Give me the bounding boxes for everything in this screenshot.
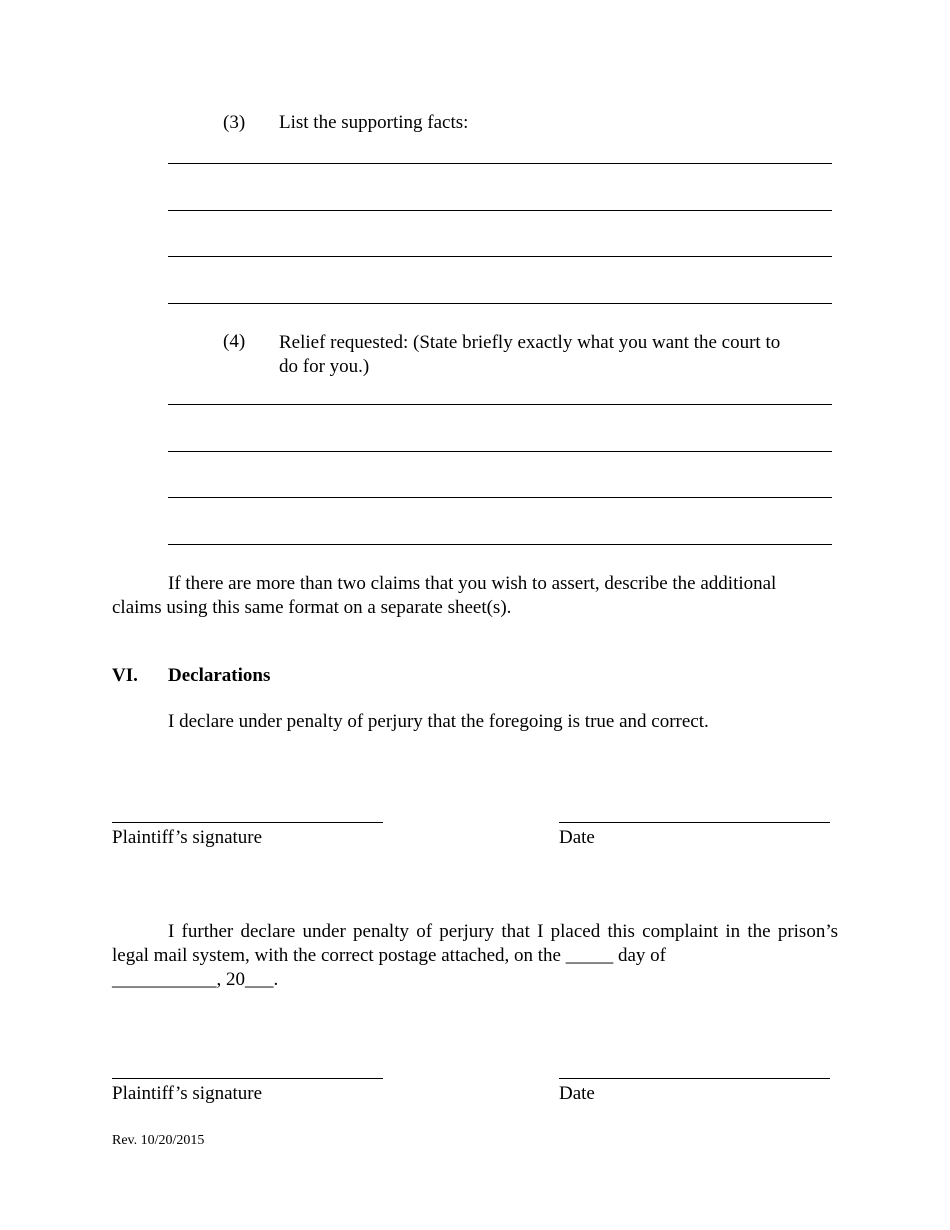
declaration-2-line-3: ___________, 20___. [112,969,279,990]
section-6-number: VI. [112,665,138,686]
item-3-number: (3) [223,112,246,133]
item-4-number: (4) [223,331,246,352]
declaration-2-paragraph [112,920,838,992]
date-line-2[interactable] [559,1078,830,1079]
declaration-1-text: I declare under penalty of perjury that the foregoing is true and correct. [168,711,709,732]
revision-footer: Rev. 10/20/2015 [112,1133,205,1148]
additional-claims-line-2: claims using this same format on a separate sheet(s). [112,597,512,618]
declaration-2-line-2: prison’s legal mail system, with the correct postage attached, on the _____ day of [112,921,838,966]
date-label-2: Date [559,1083,595,1104]
supporting-facts-line-3[interactable] [168,256,832,257]
supporting-facts-line-1[interactable] [168,163,832,164]
item-4-label [279,331,838,379]
additional-claims-paragraph [112,572,838,620]
date-line-1[interactable] [559,822,830,823]
plaintiff-signature-line-2[interactable] [112,1078,383,1079]
plaintiff-signature-label-1: Plaintiff’s signature [112,827,263,848]
item-4-label-line-2: do for you.) [279,356,370,377]
plaintiff-signature-line-1[interactable] [112,822,383,823]
relief-requested-line-4[interactable] [168,544,832,545]
relief-requested-line-1[interactable] [168,404,832,405]
item-4-label-line-1: Relief requested: (State briefly exactly what you want the court to [279,332,781,353]
date-label-1: Date [559,827,595,848]
relief-requested-line-2[interactable] [168,451,832,452]
section-6-title: Declarations [168,665,271,686]
plaintiff-signature-label-2: Plaintiff’s signature [112,1083,263,1104]
additional-claims-line-1: If there are more than two claims that you wish to assert, describe the additional [168,573,777,594]
supporting-facts-line-4[interactable] [168,303,832,304]
declaration-2-line-1: I further declare under penalty of perjury that I placed this complaint in the [168,921,771,942]
supporting-facts-line-2[interactable] [168,210,832,211]
item-3-label: List the supporting facts: [279,112,469,133]
relief-requested-line-3[interactable] [168,497,832,498]
